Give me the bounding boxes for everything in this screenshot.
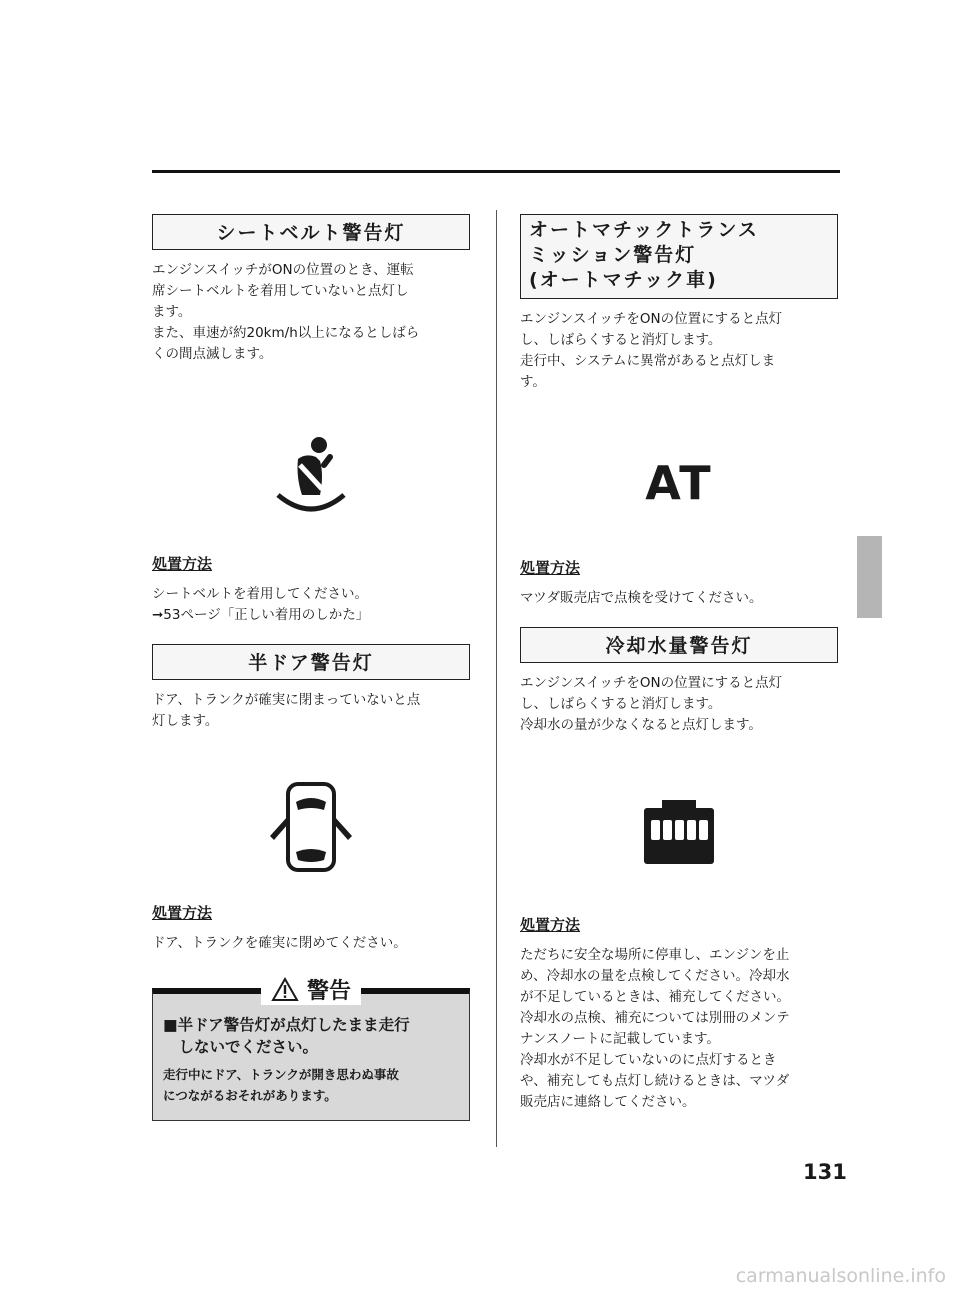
text-line: また、車速が約20km/h以上になるとしばら [152,325,420,341]
seatbelt-section-title: シートベルト警告灯 [152,214,470,250]
text-line: エンジンスイッチをONの位置にすると点灯 [520,311,783,327]
text-line: す。 [520,374,546,390]
warning-box [152,979,470,1121]
at-action-heading: 処置方法 [520,559,581,577]
seatbelt-action-heading: 処置方法 [152,555,213,573]
text-line: につながるおそれがあります。 [163,1088,337,1103]
caution-triangle-icon [271,977,299,1002]
text-line: ナンスノートに記載しています。 [520,1031,720,1047]
left-column [152,214,470,1121]
text-line: ます。 [152,304,192,320]
door-action-heading: 処置方法 [152,904,213,922]
text-line: しないでください。 [163,1038,319,1056]
warning-label-wrap [261,974,361,1005]
seatbelt-description [152,260,470,365]
text-line: マツダ販売店で点検を受けてください。 [520,590,763,606]
warning-body [152,988,470,1121]
text-line: ■半ドア警告灯が点灯したまま走行 [163,1016,410,1034]
title-line: オートマチックトランス [529,219,759,241]
door-ajar-icon [266,780,356,875]
text-line: くの間点滅します。 [152,346,273,362]
text-line: エンジンスイッチをONの位置にすると点灯 [520,675,783,691]
door-description [152,690,470,732]
right-column [520,214,838,1113]
title-line: ミッション警告灯 [529,244,697,266]
text-line: ドア、トランクを確実に閉めてください。 [152,935,407,951]
top-rule [152,170,840,173]
at-section-title [520,214,838,299]
page-reference-link[interactable]: ➞53ページ「正しい着用のしかた」 [152,607,370,623]
seatbelt-warning-icon [276,435,346,515]
at-action-text [520,588,838,609]
coolant-action-text [520,945,838,1113]
title-line: (オートマチック車) [529,269,718,291]
door-icon-box [152,762,470,892]
at-warning-icon: AT [645,456,713,510]
chapter-tab [857,536,882,618]
text-line: や、補充しても点灯し続けるときは、マツダ [520,1073,790,1089]
warning-label: 警告 [306,979,351,1004]
at-description [520,309,838,393]
text-line: し、しばらくすると消灯します。 [520,696,722,712]
warning-title [163,1014,459,1058]
page-number: 131 [803,1160,847,1184]
text-line: シートベルトを着用してください。 [152,586,368,602]
door-section-title: 半ドア警告灯 [152,644,470,680]
coolant-section-title: 冷却水量警告灯 [520,627,838,663]
at-icon-box [520,423,838,543]
text-line: 冷却水の点検、補充については別冊のメンテ [520,1010,790,1026]
door-action-text [152,933,470,954]
coolant-level-icon [642,800,716,864]
text-line: 灯します。 [152,713,219,729]
text-line: 走行中にドア、トランクが開き思わぬ事故 [163,1067,399,1082]
text-line: し、しばらくすると消灯します。 [520,332,722,348]
text-line: ドア、トランクが確実に閉まっていないと点 [152,692,421,708]
text-line: ただちに安全な場所に停車し、エンジンを止 [520,947,790,963]
text-line: 席シートベルトを着用していないと点灯し [152,283,409,299]
seatbelt-action-text [152,584,470,626]
coolant-action-heading: 処置方法 [520,916,581,934]
coolant-icon-box [520,772,838,892]
coolant-description [520,673,838,736]
text-line: が不足しているときは、補充してください。 [520,989,790,1005]
column-divider [496,210,497,1147]
text-line: 冷却水が不足していないのに点灯するとき [520,1052,777,1068]
text-line: 販売店に連絡してください。 [520,1094,696,1110]
warning-header [152,974,470,1005]
text-line: 冷却水の量が少なくなると点灯します。 [520,717,762,733]
footer-watermark: carmanualsonline.info [735,1265,946,1287]
warning-text [163,1064,459,1106]
text-line: エンジンスイッチがONの位置のとき、運転 [152,262,414,278]
text-line: 走行中、システムに異常があると点灯しま [520,353,776,369]
seatbelt-icon-box [152,405,470,545]
text-line: め、冷却水の量を点検してください。冷却水 [520,968,790,984]
